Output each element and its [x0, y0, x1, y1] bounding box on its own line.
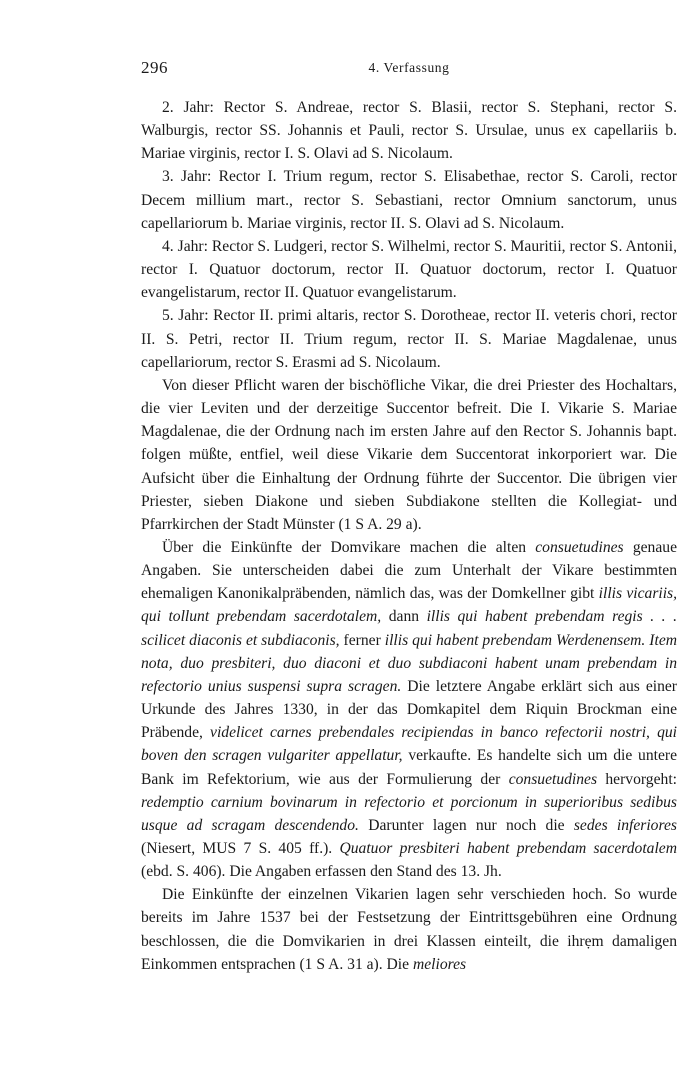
italic-text: illis vicariis, qui tollunt prebendam sacerdotalem,: [141, 585, 678, 626]
text-run: 2. Jahr: Rector S. Andreae, rector S. Blasii, rector S. Stephani, rector S. Walburgis, rector SS. Johannis et Pauli, rector S. Ursulae, unus ex capellariis b. Mariae virginis, rector I. S. Olavi ad S. Nicolaum.: [141, 99, 677, 163]
paragraph: [141, 536, 677, 883]
text-run: hervorgeht:: [597, 770, 677, 788]
italic-text: consuetudines: [535, 538, 624, 556]
page-number: 296: [141, 58, 168, 77]
paragraph: [141, 304, 677, 373]
page-header: [141, 58, 677, 82]
italic-text: sedes inferiores: [573, 816, 677, 834]
text-run: verkaufte. Es handelte sich um die untere Bank im Refektorium, wie aus der Formulierung der: [141, 747, 677, 788]
italic-text: illis qui habent prebendam Werdenensem. Item nota, duo presbiteri, duo diaconi et duo subdiaconi habent unam prebendam in refectorio unius suspensi supra scragen.: [141, 631, 678, 695]
text-run: 5. Jahr: Rector II. primi altaris, rector S. Dorotheae, rector II. veteris chori, rector II. S. Petri, rector II. Trium regum, rector II. S. Mariae Magdalenae, unus capellariorum, rector S. Erasmi ad S. Nicolaum.: [141, 307, 677, 371]
italic-text: Quatuor presbiteri habent prebendam sacerdotalem: [339, 840, 677, 857]
italic-text: redemptio carnium bovinarum in refectorio et porcionum in superioribus sedibus usque ad scragam descendendo.: [141, 793, 677, 834]
paragraph: [141, 374, 677, 536]
paragraph: [141, 883, 677, 976]
paragraph: [141, 235, 677, 304]
text-run: 3. Jahr: Rector I. Trium regum, rector S. Elisabethae, rector S. Caroli, rector Decem millium mart., rector S. Sebastiani, rector Omnium sanctorum, unus capellariorum b. Mariae virginis, rector II. S. Olavi ad S. Nicolaum.: [141, 168, 677, 232]
text-run: Darunter lagen nur noch die: [358, 816, 574, 834]
paragraph: [141, 96, 677, 165]
text-run: genaue Angaben. Sie unterscheiden dabei die zum Unterhalt der Vikare bestimmten ehemaligen Kanonikalpräbenden, nämlich das, was der Domkellner gibt: [141, 538, 677, 603]
text-run: ferner: [339, 631, 385, 649]
paragraph: [141, 165, 677, 234]
italic-text: videlicet carnes prebendales recipiendas in banco refectorii nostri, qui boven den scragen vulgariter appellatur,: [141, 724, 677, 765]
text-run: dann: [381, 608, 427, 626]
text-run: Von dieser Pflicht waren der bischöfliche Vikar, die drei Priester des Hochaltars, die vier Leviten und der derzeitige Succentor befreit. Die I. Vikarie S. Mariae Magdalenae, die der Ordnung nach im ersten Jahre auf den Rector S. Johannis bapt. folgen müßte, entfiel, weil diese Vikarie dem Succentorat inkorporiert war. Die Aufsicht über die Einhaltung der Ordnung führte der Succentor. Die übrigen vier Priester, sieben Diakone und sieben Subdiakone stellten die Kollegiat- und Pfarrkirchen der Stadt Münster (1 S A. 29 a).: [141, 376, 677, 533]
text-run: 4. Jahr: Rector S. Ludgeri, rector S. Wilhelmi, rector S. Mauritii, rector S. Antonii, rector I. Quatuor doctorum, rector II. Quatuor doctorum, rector I. Quatuor evangelistarum, rector II. Quatuor evangelistarum.: [141, 237, 677, 302]
italic-text: meliores: [412, 955, 467, 973]
text-run: (Niesert, MUS 7 S. 405 ff.).: [141, 840, 340, 857]
body-text: [141, 96, 677, 976]
italic-text: consuetudines: [508, 770, 598, 788]
text-run: Über die Einkünfte der Domvikare machen die alten: [162, 538, 536, 556]
text-run: (ebd. S. 406). Die Angaben erfassen den Stand des 13. Jh.: [141, 863, 502, 881]
text-run: Die Einkünfte der einzelnen Vikarien lagen sehr verschieden hoch. So wurde bereits im Jahre 1537 bei der Festsetzung der Eintrittsgebühren eine Ordnung beschlossen, die die Domvikarien in drei Klassen einteilt, die ihrẹm damaligen Einkommen entsprachen (1 S A. 31 a). Die: [141, 886, 677, 973]
running-title: 4. Verfassung: [368, 60, 450, 75]
italic-text: illis qui habent prebendam regis . . . scilicet diaconis et subdiaconis,: [141, 608, 677, 649]
text-run: Die letztere Angabe erklärt sich aus einer Urkunde des Jahres 1330, in der das Domkapitel dem Riquin Brockman eine Präbende,: [141, 677, 677, 742]
